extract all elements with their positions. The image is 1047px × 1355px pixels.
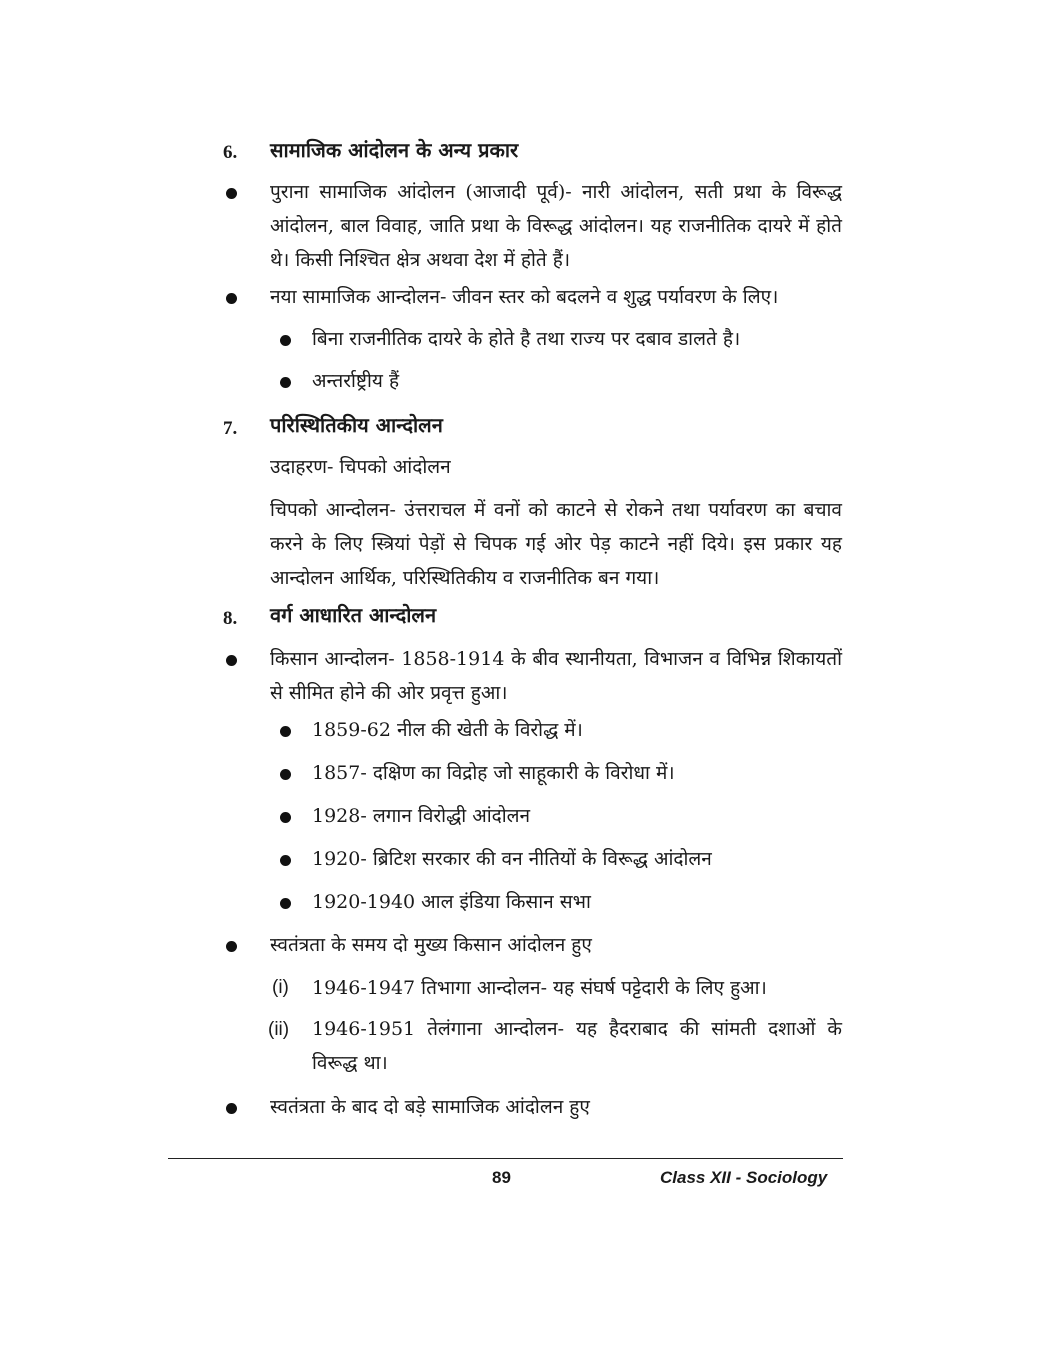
sub-bullet-text: 1920- ब्रिटिश सरकार की वन नीतियों के विरूद्ध आंदोलन (312, 848, 712, 870)
roman-item-text: 1946-1947 तिभागा आन्दोलन- यह संघर्ष पट्टेदारी के लिए हुआ। (312, 977, 767, 999)
bullet-text: किसान आन्दोलन- 1858-1914 के बीव स्थानीयता, विभाजन व विभिन्न शिकायतों से सीमित होने की ओर प्रवृत्त हुआ। (270, 648, 842, 704)
sub-bullet-text: अन्तर्राष्ट्रीय हैं (312, 370, 400, 392)
bullet-text: पुराना सामाजिक आंदोलन (आजादी पूर्व)- नारी आंदोलन, सती प्रथा के विरूद्ध आंदोलन, बाल विवाह, जाति प्रथा के विरूद्ध आंदोलन। यह राजनीतिक दायरे में होते थे। किसी निश्चित क्षेत्र अथवा देश में होते हैं। (270, 181, 842, 271)
footer-divider (168, 1158, 843, 1159)
sub-bullet-text: 1859-62 नील की खेती के विरोद्ध में। (312, 719, 583, 741)
bullet-icon (280, 898, 291, 909)
bullet-icon (226, 941, 237, 952)
sub-bullet-text: बिना राजनीतिक दायरे के होते है तथा राज्य पर दबाव डालते है। (312, 328, 741, 350)
bullet-icon (226, 188, 237, 199)
section-heading: वर्ग आधारित आन्दोलन (270, 603, 437, 627)
bullet-text: नया सामाजिक आन्दोलन- जीवन स्तर को बदलने व शुद्ध पर्यावरण के लिए। (270, 286, 779, 308)
bullet-icon (226, 1103, 237, 1114)
bullet-icon (226, 293, 237, 304)
paragraph-text: चिपको आन्दोलन- उंत्तराचल में वनों को काटने से रोकने तथा पर्यावरण का बचाव करने के लिए स्त्रियां पेड़ों से चिपक गई ओर पेड़ काटने नहीं दिये। इस प्रकार यह आन्दोलन आर्थिक, परिस्थितिकीय व राजनीतिक बन गया। (270, 499, 842, 589)
bullet-icon (226, 655, 237, 666)
section-heading: परिस्थितिकीय आन्दोलन (270, 413, 443, 437)
roman-label: (i) (272, 977, 289, 998)
bullet-icon (280, 726, 291, 737)
sub-bullet-text: 1857- दक्षिण का विद्रोह जो साहूकारी के विरोधा में। (312, 762, 675, 784)
footer-title: Class XII - Sociology (660, 1168, 828, 1187)
sub-bullet-text: 1920-1940 आल इंडिया किसान सभा (312, 891, 591, 913)
bullet-text: स्वतंत्रता के बाद दो बड़े सामाजिक आंदोलन हुए (270, 1096, 590, 1118)
page-number: 89 (492, 1168, 511, 1187)
roman-label: (ii) (268, 1019, 290, 1040)
bullet-icon (280, 769, 291, 780)
roman-item-text: 1946-1951 तेलंगाना आन्दोलन- यह हैदराबाद की सांमती दशाओं के विरूद्ध था। (312, 1018, 842, 1074)
bullet-icon (280, 377, 291, 388)
section-heading: सामाजिक आंदोलन के अन्य प्रकार (270, 138, 519, 162)
section-number: 6. (223, 142, 238, 163)
bullet-icon (280, 335, 291, 346)
section-number: 7. (223, 418, 238, 439)
bullet-icon (280, 812, 291, 823)
example-text: उदाहरण- चिपको आंदोलन (270, 456, 451, 478)
sub-bullet-text: 1928- लगान विरोद्धी आंदोलन (312, 805, 531, 827)
bullet-icon (280, 855, 291, 866)
section-number: 8. (223, 608, 238, 629)
bullet-text: स्वतंत्रता के समय दो मुख्य किसान आंदोलन हुए (270, 934, 592, 956)
